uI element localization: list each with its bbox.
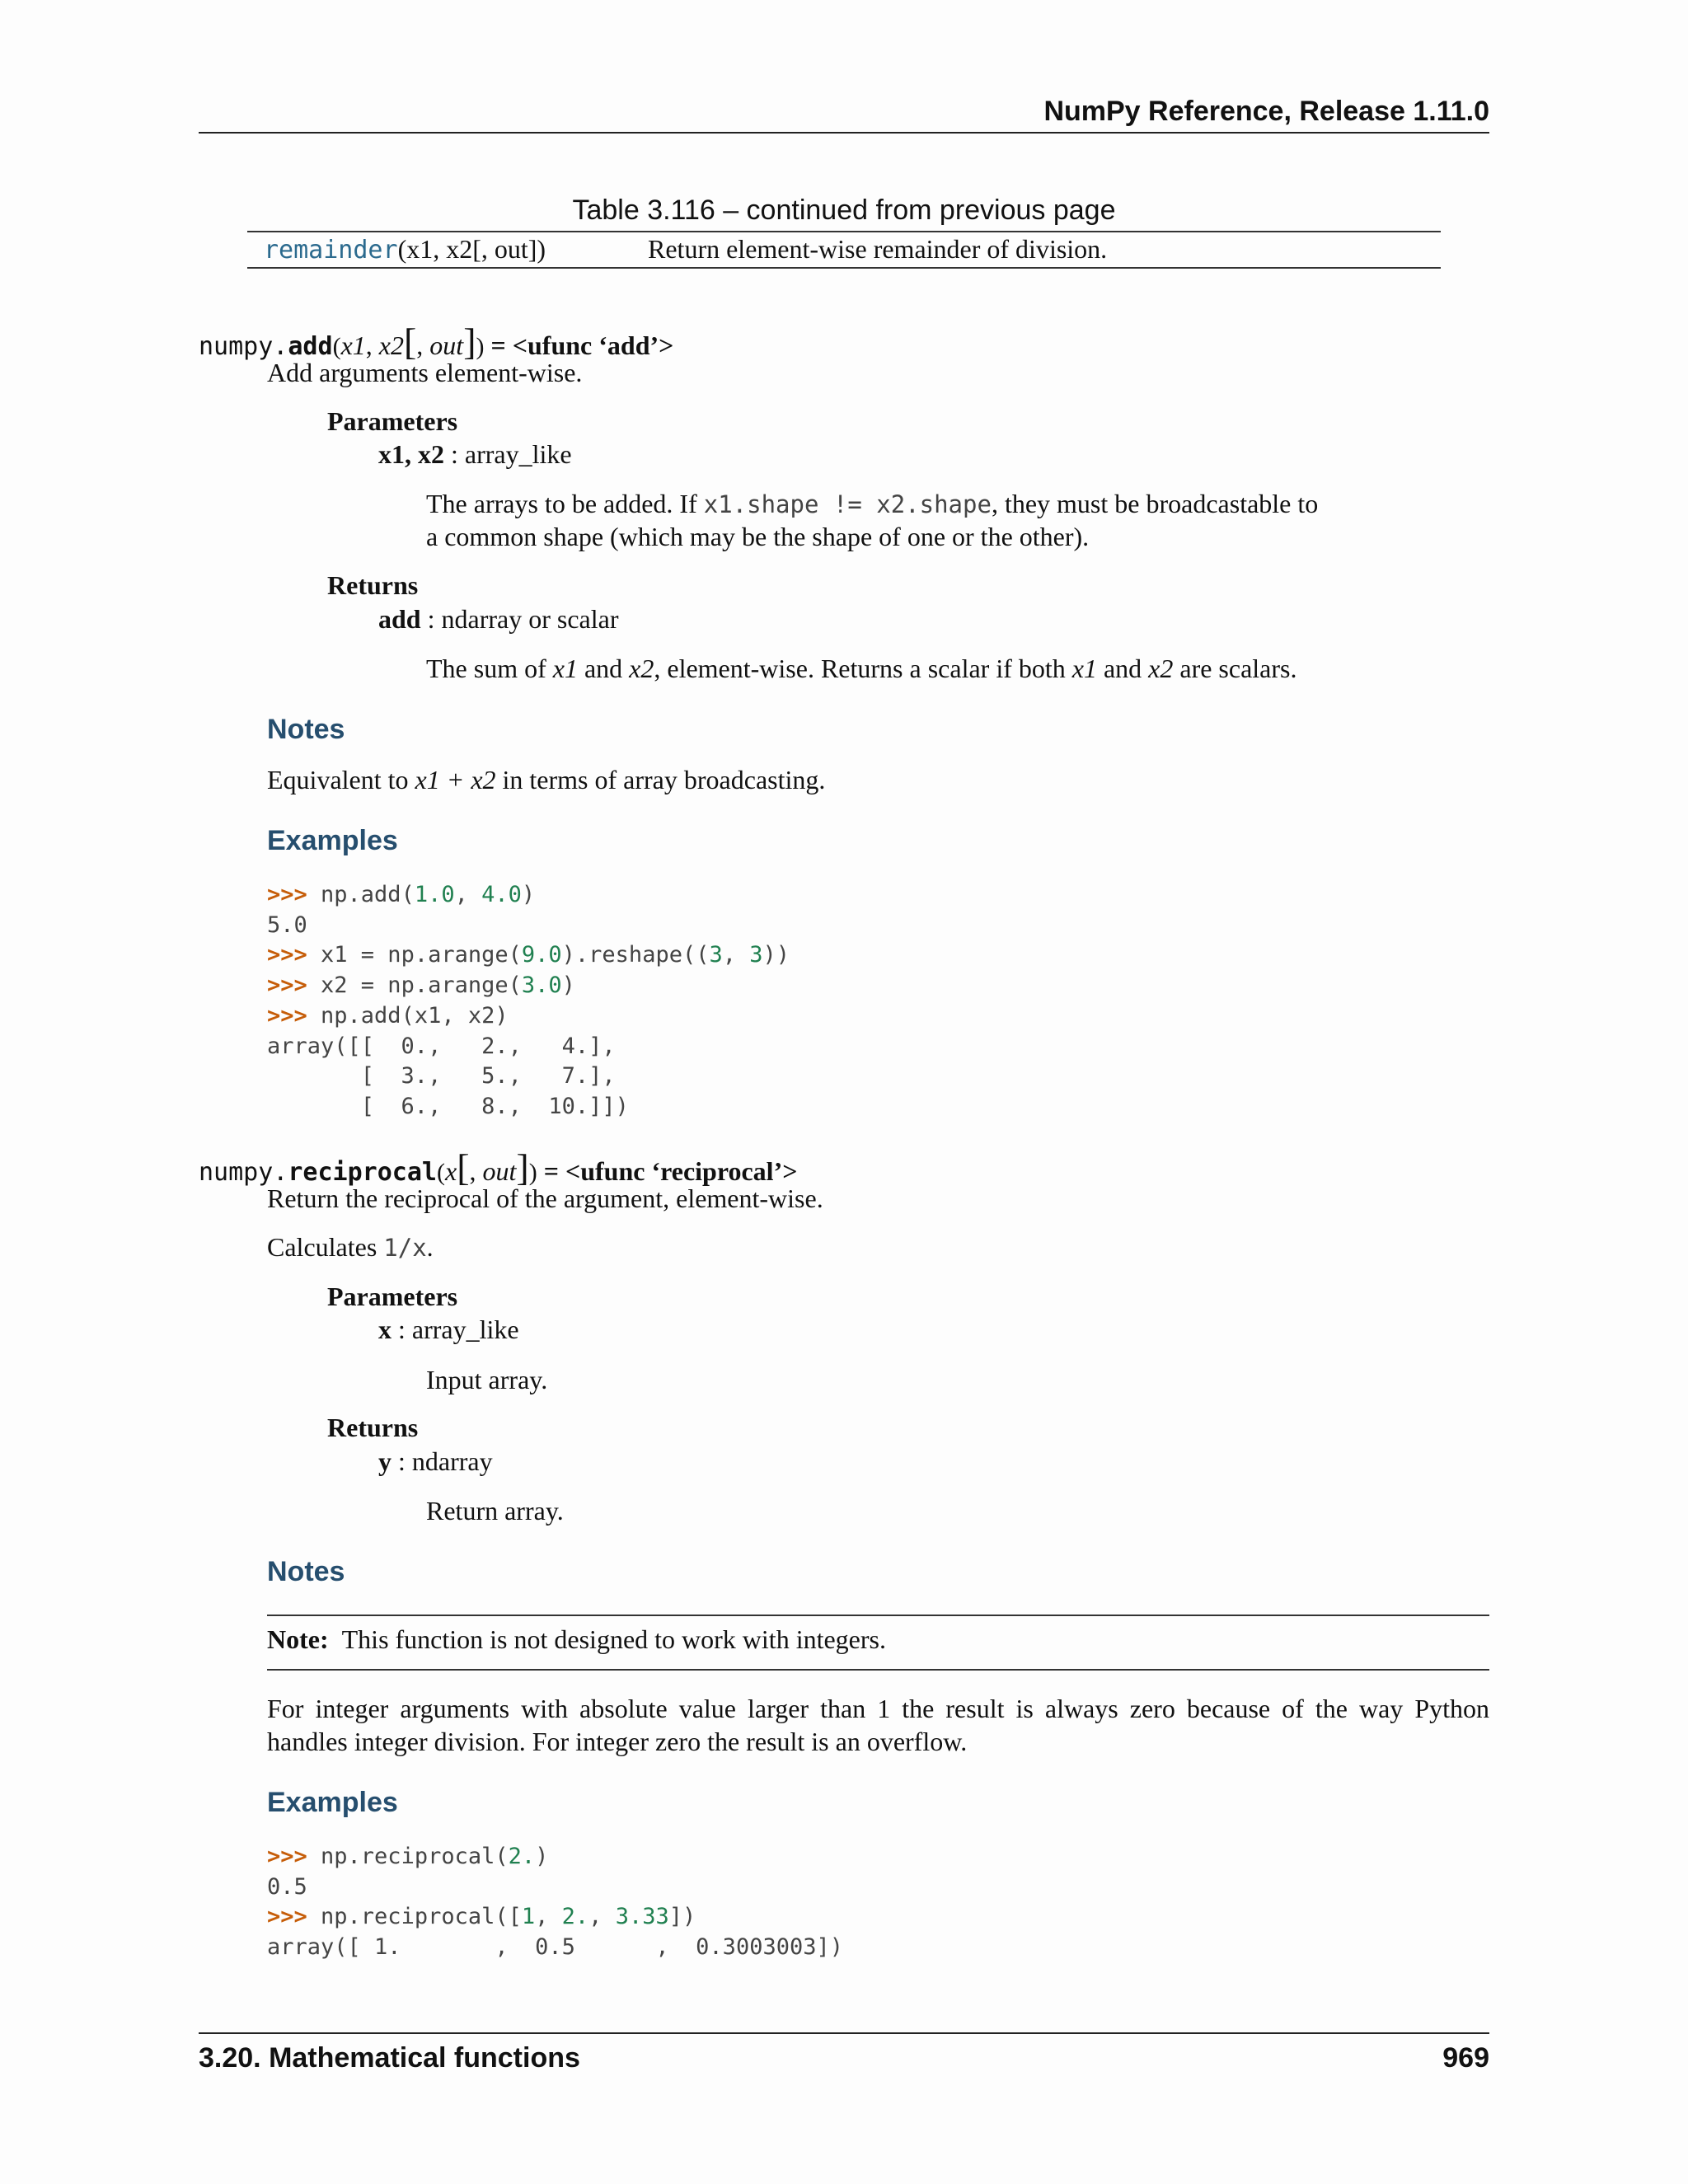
reciprocal-return: y : ndarray [378,1446,493,1476]
code-line: >>> np.reciprocal(2.) [267,1844,549,1869]
continued-table [247,231,1441,269]
add-notes-text: Equivalent to x1 + x2 in terms of array broadcasting. [267,765,826,794]
reciprocal-code-block [267,1842,843,1963]
reciprocal-body-2: handles integer division. For integer zero the result is an overflow. [267,1727,968,1756]
code-line: 5.0 [267,912,307,938]
code-line: >>> np.add(1.0, 4.0) [267,882,536,907]
remainder-link[interactable]: remainder [264,236,398,265]
reciprocal-parameters-label: Parameters [327,1282,458,1311]
reciprocal-body-1: For integer arguments with absolute value larger than 1 the result is always zero because of the way Python [267,1694,1489,1723]
table-caption: Table 3.116 – continued from previous page [572,194,1116,226]
add-notes-heading: Notes [267,714,345,745]
running-header [199,92,1489,134]
reciprocal-return-desc: Return array. [426,1496,564,1526]
reciprocal-signature: numpy.reciprocal(x[, out]) = <ufunc ‘reciprocal’> [199,1146,798,1188]
add-return: add : ndarray or scalar [378,604,619,634]
header-title: NumPy Reference, Release 1.11.0 [1043,96,1489,127]
add-param-desc-2: a common shape (which may be the shape of one or the other). [426,522,1090,551]
add-param-desc-1: The arrays to be added. If x1.shape != x2.shape, they must be broadcastable to [426,489,1319,518]
add-summary: Add arguments element-wise. [267,358,583,387]
code-line: >>> x2 = np.arange(3.0) [267,972,575,999]
code-line: [ 6., 8., 10.]]) [267,1093,629,1119]
reciprocal-param: x : array_like [378,1315,519,1344]
add-func-name: add [288,332,333,361]
page-number: 969 [1442,2042,1489,2074]
add-examples-heading: Examples [267,825,398,856]
footer-section: 3.20. Mathematical functions [199,2042,580,2074]
add-code-block [267,880,790,1122]
add-returns-label: Returns [327,570,419,600]
add-signature: numpy.add(x1, x2[, out]) = <ufunc ‘add’> [199,321,674,363]
code-line: [ 3., 5., 7.], [267,1063,616,1090]
reciprocal-examples-heading: Examples [267,1787,398,1818]
code-line: array([ 1. , 0.5 , 0.3003003]) [267,1934,843,1961]
table-row-desc: Return element-wise remainder of division. [648,234,1108,264]
add-parameters-label: Parameters [327,406,458,436]
add-return-desc: The sum of x1 and x2, element-wise. Returns a scalar if both x1 and x2 are scalars. [426,654,1297,683]
reciprocal-param-desc: Input array. [426,1365,548,1394]
code-line: 0.5 [267,1873,307,1900]
code-line: >>> np.reciprocal([1, 2., 3.33]) [267,1904,696,1930]
note-text: This function is not designed to work with integers. [341,1624,886,1654]
code-line: >>> np.add(x1, x2) [267,1002,509,1029]
code-line: >>> x1 = np.arange(9.0).reshape((3, 3)) [267,942,790,968]
add-param: x1, x2 : array_like [378,439,572,469]
reciprocal-returns-label: Returns [327,1413,419,1442]
reciprocal-calculates: Calculates 1/x. [267,1232,434,1262]
reciprocal-notes-heading: Notes [267,1556,345,1587]
note-admonition [267,1615,1489,1671]
table-row-func: remainder(x1, x2[, out]) [264,234,546,265]
running-footer [199,2032,1489,2083]
note-label: Note: [267,1624,329,1654]
reciprocal-summary: Return the reciprocal of the argument, element-wise. [267,1183,823,1213]
reciprocal-func-name: reciprocal [288,1158,437,1187]
code-line: array([[ 0., 2., 4.], [267,1033,616,1059]
